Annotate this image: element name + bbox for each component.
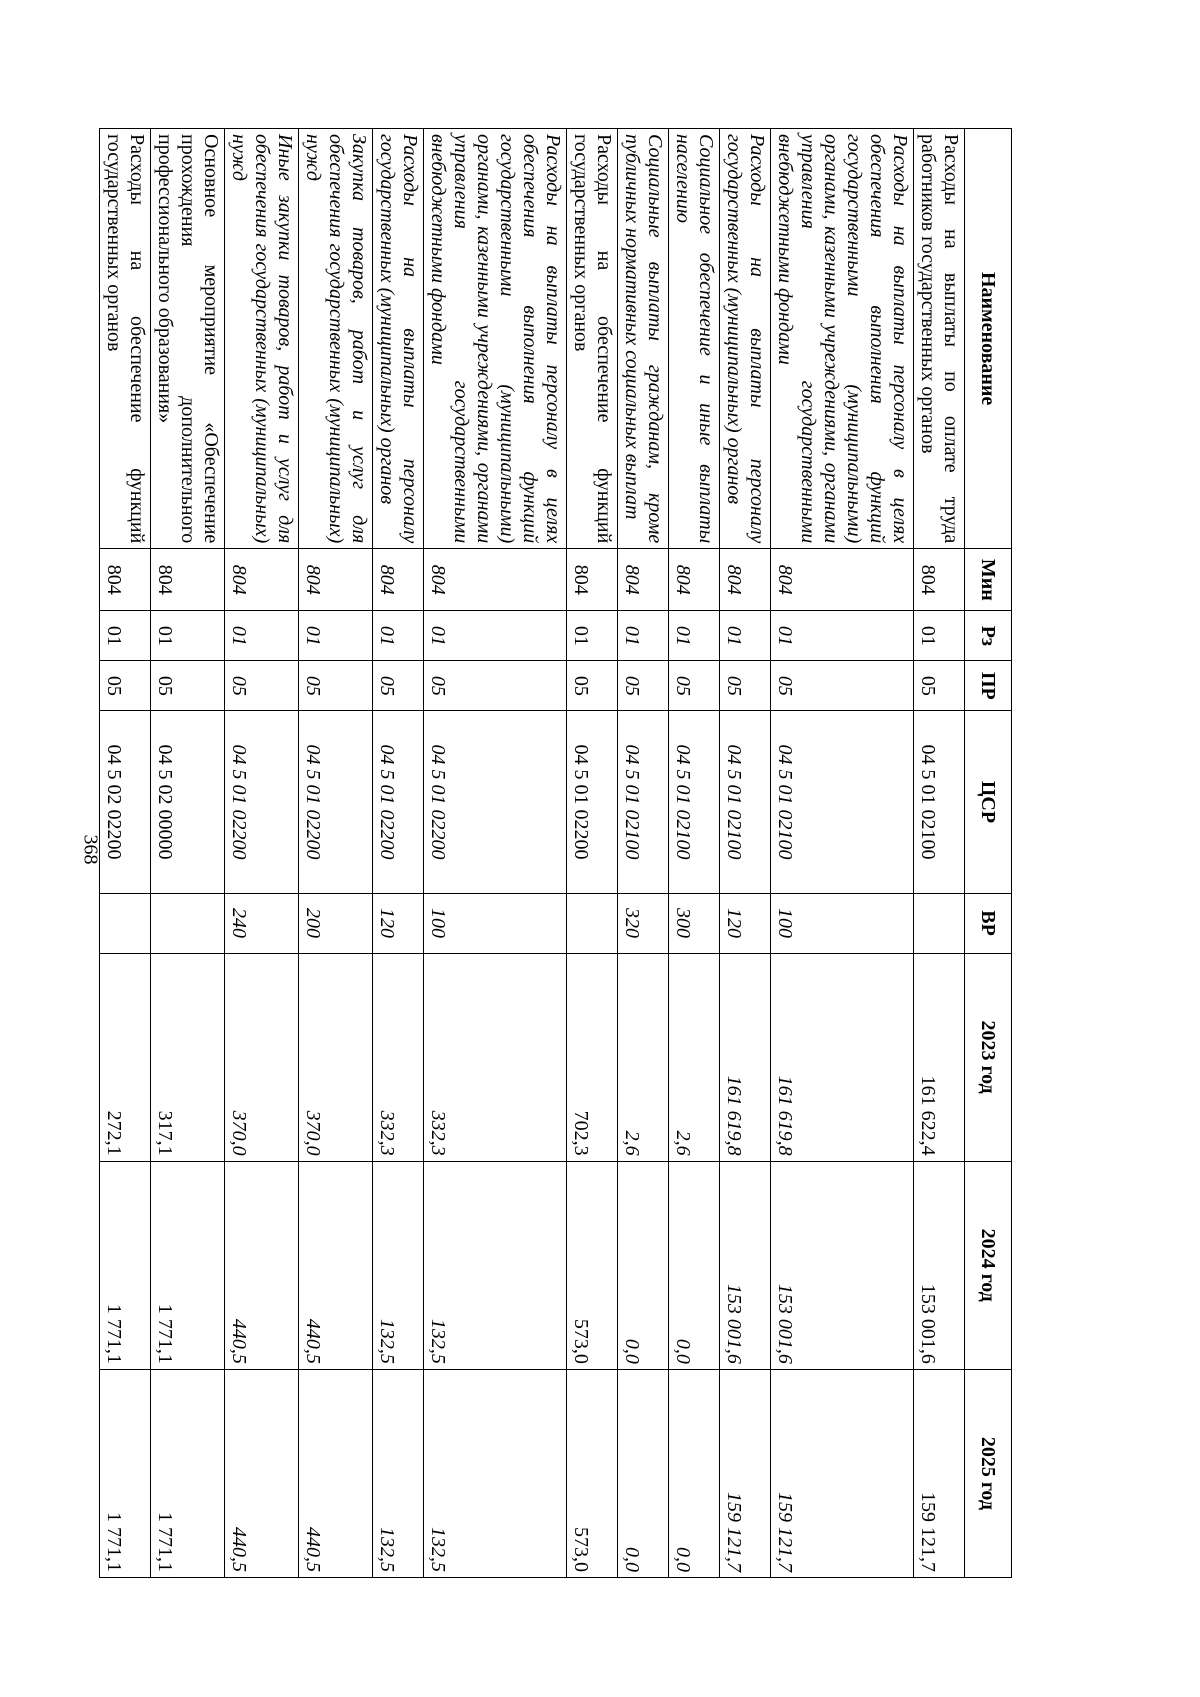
cell-min: 804 [567, 549, 618, 611]
cell-2023: 702,3 [567, 953, 618, 1161]
cell-vr: 200 [299, 893, 373, 953]
cell-name: Расходы на выплаты персоналу в целях обеспечения выполнения функций государственными (муниципальными) органами, казенными учреждениями, органами управления государственными внебюджетными фондами [771, 129, 914, 549]
cell-vr: 240 [225, 893, 299, 953]
table-row [225, 129, 299, 1578]
cell-rz: 01 [100, 611, 151, 661]
table-row [373, 129, 424, 1578]
cell-csr: 04 5 01 02100 [669, 711, 720, 893]
cell-2023: 332,3 [373, 953, 424, 1161]
cell-rz: 01 [720, 611, 771, 661]
cell-2025: 573,0 [567, 1369, 618, 1577]
cell-min: 804 [618, 549, 669, 611]
cell-2023: 317,1 [151, 953, 225, 1161]
page-number: 368 [79, 834, 102, 865]
cell-2025: 440,5 [299, 1369, 373, 1577]
cell-rz: 01 [225, 611, 299, 661]
cell-vr: 320 [618, 893, 669, 953]
cell-2023: 2,6 [618, 953, 669, 1161]
cell-2025: 159 121,7 [720, 1369, 771, 1577]
cell-2025: 159 121,7 [771, 1369, 914, 1577]
cell-2025: 159 121,7 [914, 1369, 965, 1577]
cell-2023: 370,0 [225, 953, 299, 1161]
cell-2024: 440,5 [299, 1161, 373, 1369]
cell-csr: 04 5 02 02200 [100, 711, 151, 893]
cell-min: 804 [373, 549, 424, 611]
cell-name: Иные закупки товаров, работ и услуг для обеспечения государственных (муниципальных) нужд [225, 129, 299, 549]
cell-pr: 05 [100, 661, 151, 711]
cell-csr: 04 5 01 02200 [567, 711, 618, 893]
cell-csr: 04 5 01 02200 [424, 711, 567, 893]
cell-min: 804 [424, 549, 567, 611]
table-body [100, 129, 965, 1578]
cell-2024: 153 001,6 [914, 1161, 965, 1369]
cell-2024: 1 771,1 [151, 1161, 225, 1369]
cell-vr [914, 893, 965, 953]
cell-rz: 01 [424, 611, 567, 661]
cell-name: Расходы на выплаты персоналу государственных (муниципальных) органов [720, 129, 771, 549]
cell-pr: 05 [771, 661, 914, 711]
cell-pr: 05 [914, 661, 965, 711]
cell-2025: 132,5 [373, 1369, 424, 1577]
cell-pr: 05 [373, 661, 424, 711]
header-csr: ЦСР [965, 711, 1012, 893]
header-pr: ПР [965, 661, 1012, 711]
cell-2025: 1 771,1 [151, 1369, 225, 1577]
cell-name: Социальное обеспечение и иные выплаты населению [669, 129, 720, 549]
cell-name: Расходы на обеспечение функций государственных органов [567, 129, 618, 549]
cell-csr: 04 5 01 02200 [225, 711, 299, 893]
cell-vr: 100 [771, 893, 914, 953]
cell-rz: 01 [373, 611, 424, 661]
cell-name: Закупка товаров, работ и услуг для обеспечения государственных (муниципальных) нужд [299, 129, 373, 549]
header-min: Мин [965, 549, 1012, 611]
cell-2024: 0,0 [669, 1161, 720, 1369]
cell-csr: 04 5 01 02100 [720, 711, 771, 893]
cell-rz: 01 [914, 611, 965, 661]
table-row [567, 129, 618, 1578]
cell-pr: 05 [669, 661, 720, 711]
cell-min: 804 [225, 549, 299, 611]
cell-2024: 132,5 [373, 1161, 424, 1369]
cell-rz: 01 [151, 611, 225, 661]
cell-csr: 04 5 01 02100 [771, 711, 914, 893]
header-2025: 2025 год [965, 1369, 1012, 1577]
cell-vr: 300 [669, 893, 720, 953]
cell-2025: 1 771,1 [100, 1369, 151, 1577]
cell-rz: 01 [618, 611, 669, 661]
table-row [720, 129, 771, 1578]
cell-vr [567, 893, 618, 953]
cell-2023: 161 619,8 [720, 953, 771, 1161]
table-row [151, 129, 225, 1578]
cell-min: 804 [914, 549, 965, 611]
cell-2025: 0,0 [669, 1369, 720, 1577]
cell-csr: 04 5 01 02100 [914, 711, 965, 893]
cell-min: 804 [771, 549, 914, 611]
table-header-row [965, 129, 1012, 1578]
table-row [771, 129, 914, 1578]
cell-2023: 332,3 [424, 953, 567, 1161]
cell-pr: 05 [424, 661, 567, 711]
cell-min: 804 [720, 549, 771, 611]
table-row [618, 129, 669, 1578]
cell-csr: 04 5 01 02200 [299, 711, 373, 893]
cell-name: Основное мероприятие «Обеспечение прохождения дополнительного профессионального образования» [151, 129, 225, 549]
budget-table-container [103, 128, 1012, 1578]
cell-rz: 01 [299, 611, 373, 661]
header-rz: Рз [965, 611, 1012, 661]
cell-vr [100, 893, 151, 953]
header-vr: ВР [965, 893, 1012, 953]
cell-pr: 05 [720, 661, 771, 711]
cell-2024: 153 001,6 [720, 1161, 771, 1369]
cell-2024: 573,0 [567, 1161, 618, 1369]
cell-2023: 161 619,8 [771, 953, 914, 1161]
cell-2023: 2,6 [669, 953, 720, 1161]
table-row [914, 129, 965, 1578]
cell-pr: 05 [151, 661, 225, 711]
header-name: Наименование [965, 129, 1012, 549]
cell-2025: 440,5 [225, 1369, 299, 1577]
cell-csr: 04 5 01 02100 [618, 711, 669, 893]
cell-2025: 0,0 [618, 1369, 669, 1577]
cell-pr: 05 [618, 661, 669, 711]
cell-name: Расходы на выплаты персоналу государственных (муниципальных) органов [373, 129, 424, 549]
cell-min: 804 [151, 549, 225, 611]
cell-name: Расходы на выплаты персоналу в целях обеспечения выполнения функций государственными (муниципальными) органами, казенными учреждениями, органами управления государственными внебюджетными фондами [424, 129, 567, 549]
cell-pr: 05 [567, 661, 618, 711]
cell-min: 804 [100, 549, 151, 611]
cell-min: 804 [299, 549, 373, 611]
cell-2024: 0,0 [618, 1161, 669, 1369]
header-2024: 2024 год [965, 1161, 1012, 1369]
cell-2024: 153 001,6 [771, 1161, 914, 1369]
cell-csr: 04 5 02 00000 [151, 711, 225, 893]
cell-name: Расходы на выплаты по оплате труда работников государственных органов [914, 129, 965, 549]
cell-2025: 132,5 [424, 1369, 567, 1577]
cell-name: Социальные выплаты гражданам, кроме публичных нормативных социальных выплат [618, 129, 669, 549]
table-row [669, 129, 720, 1578]
budget-table [99, 128, 1012, 1578]
cell-min: 804 [669, 549, 720, 611]
cell-2024: 440,5 [225, 1161, 299, 1369]
cell-rz: 01 [669, 611, 720, 661]
cell-pr: 05 [225, 661, 299, 711]
cell-csr: 04 5 01 02200 [373, 711, 424, 893]
cell-vr: 100 [424, 893, 567, 953]
cell-vr [151, 893, 225, 953]
cell-2023: 161 622,4 [914, 953, 965, 1161]
cell-rz: 01 [567, 611, 618, 661]
table-row [100, 129, 151, 1578]
table-row [424, 129, 567, 1578]
cell-rz: 01 [771, 611, 914, 661]
table-row [299, 129, 373, 1578]
cell-2024: 1 771,1 [100, 1161, 151, 1369]
header-2023: 2023 год [965, 953, 1012, 1161]
cell-vr: 120 [720, 893, 771, 953]
cell-pr: 05 [299, 661, 373, 711]
cell-2023: 370,0 [299, 953, 373, 1161]
cell-2024: 132,5 [424, 1161, 567, 1369]
cell-vr: 120 [373, 893, 424, 953]
cell-name: Расходы на обеспечение функций государственных органов [100, 129, 151, 549]
cell-2023: 272,1 [100, 953, 151, 1161]
